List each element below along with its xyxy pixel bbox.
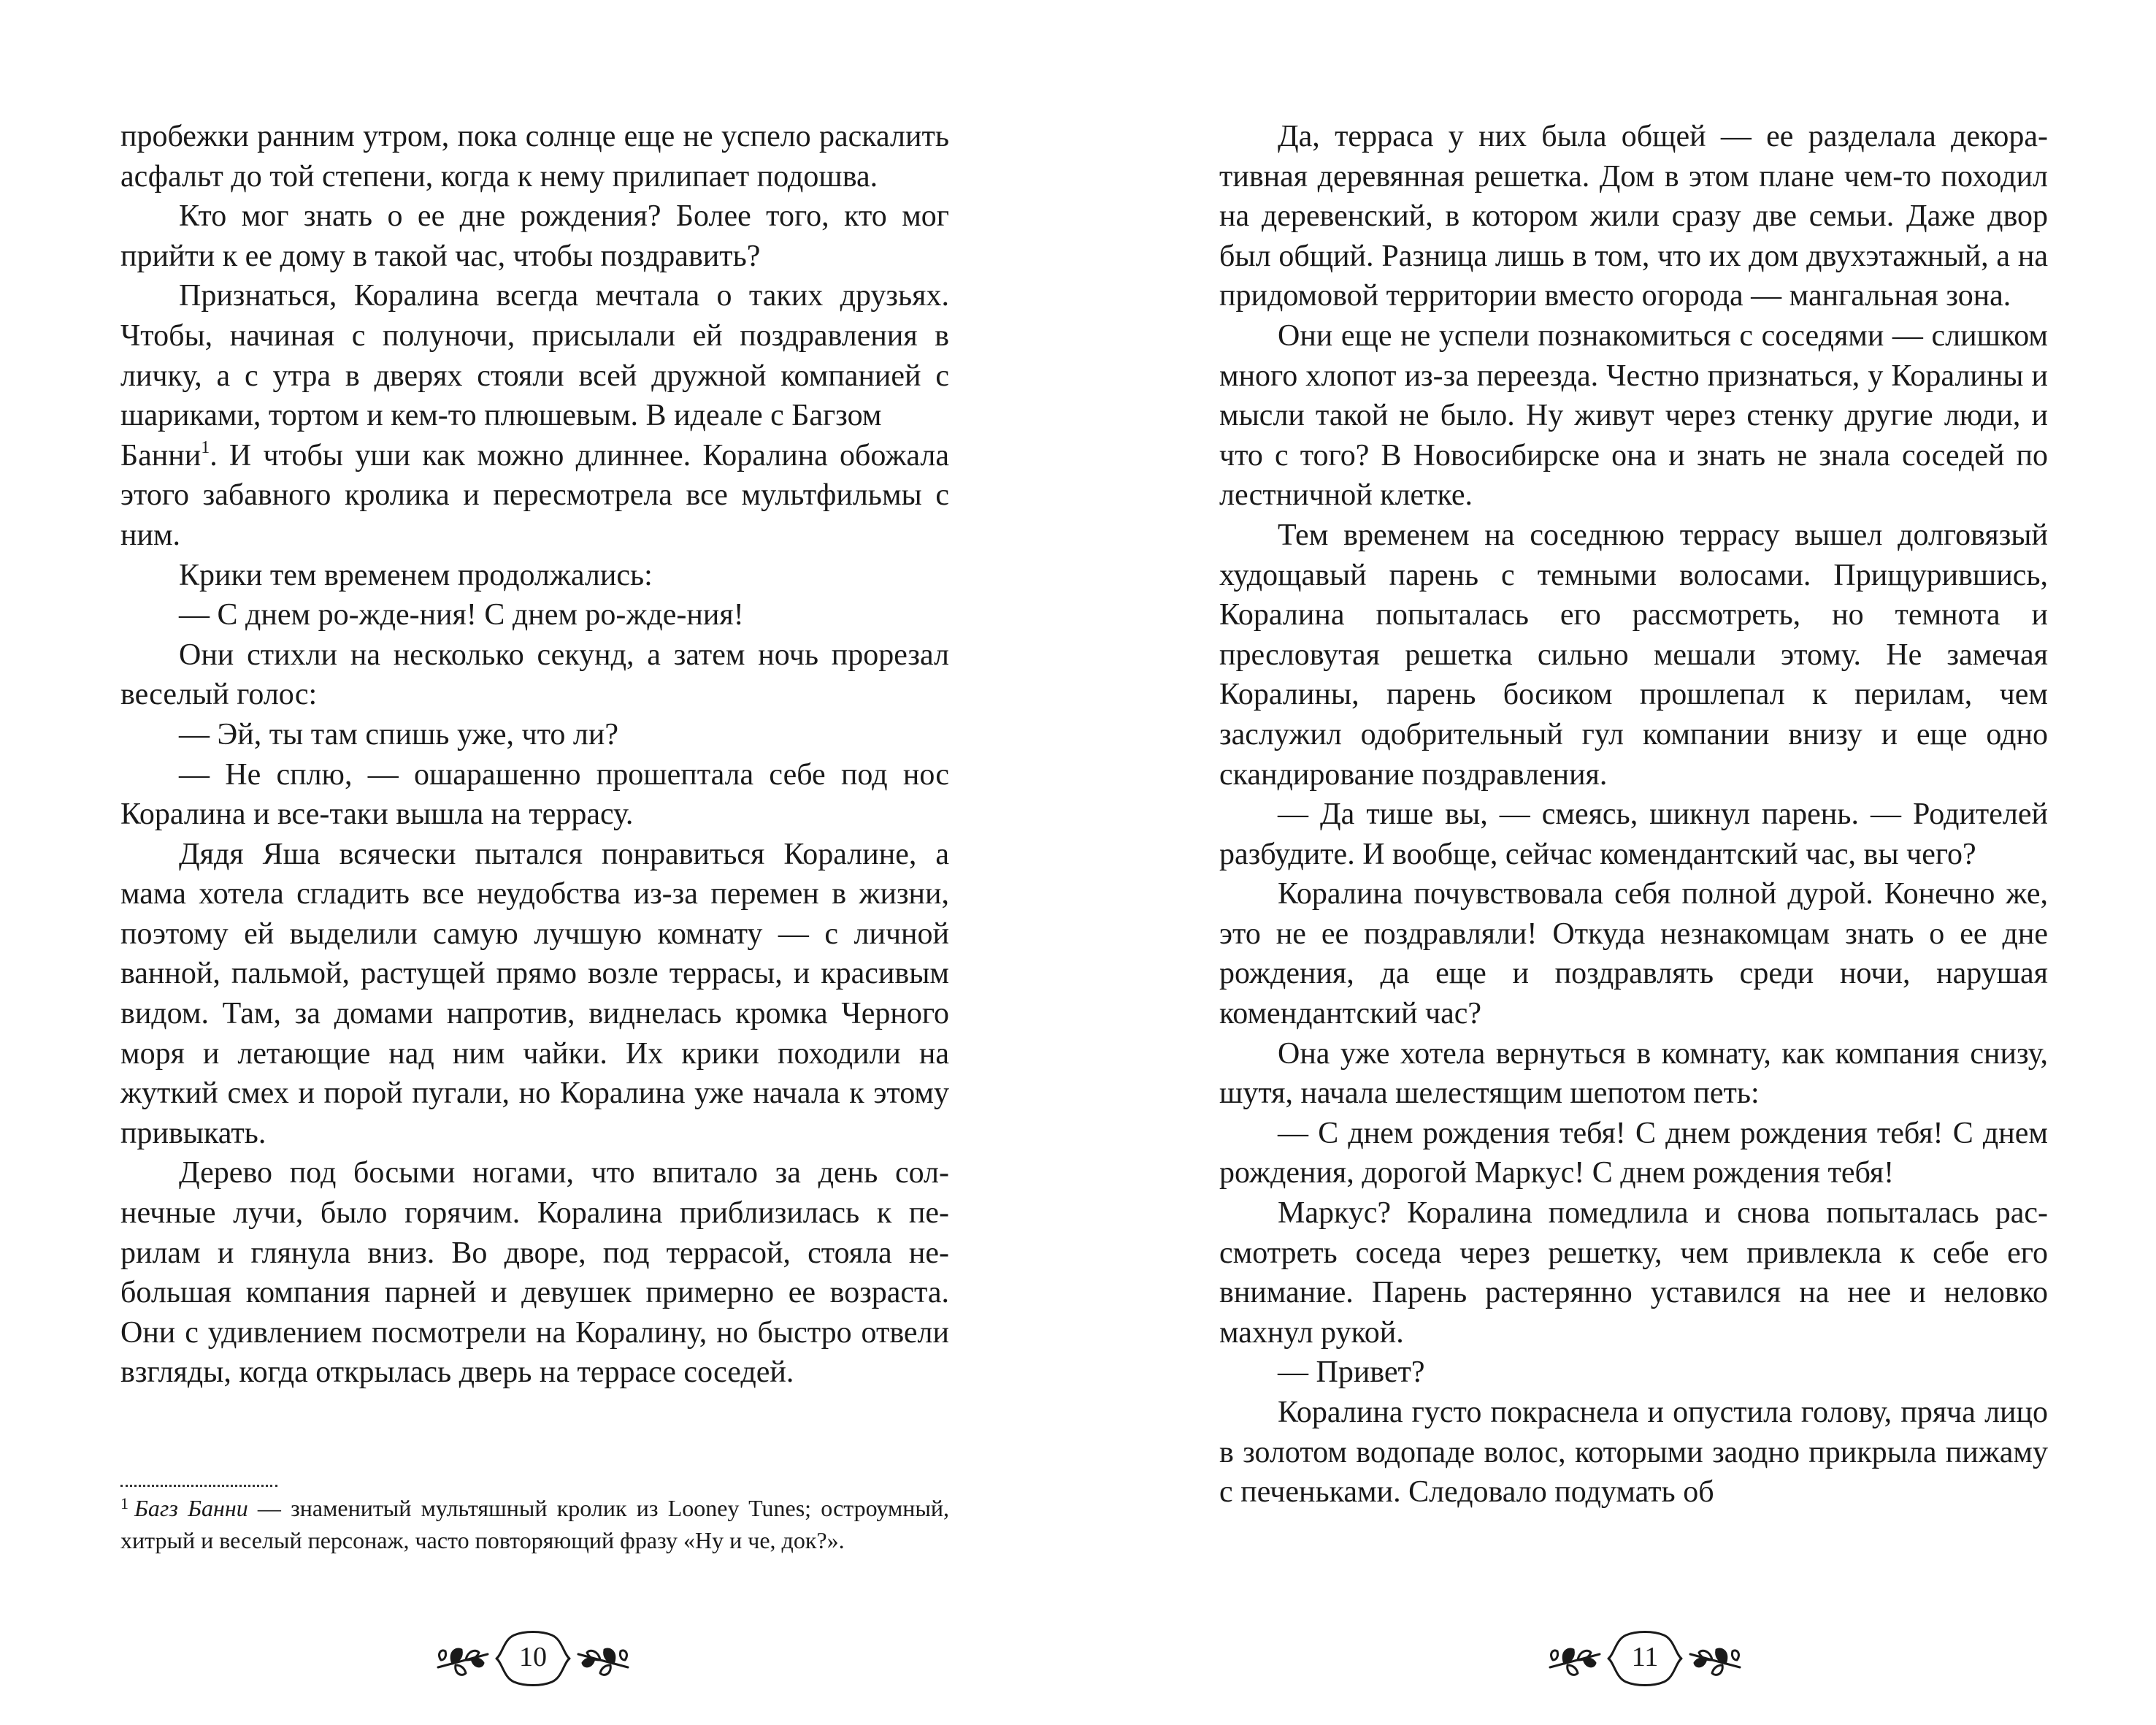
paragraph: Она уже хотела вернуться в комнату, как компания снизу, шутя, начала шелестящим шепотом петь: bbox=[1219, 1036, 2048, 1111]
paragraph: Да, терраса у них была общей — ее разделала декоративная деревянная решетка. Дом в этом плане чем-то походил на деревенский, в котором жили сразу две семьи. Даже двор был общий. Разница лишь в том, что их дом двухэтажный, а на придомовой территории вместо огорода — мангальная зона. bbox=[1219, 120, 2048, 313]
page-number: 11 bbox=[1631, 1642, 1659, 1672]
paragraph bbox=[120, 436, 949, 556]
left-page-body bbox=[120, 117, 949, 1393]
paragraph: Они стихли на несколько секунд, а затем ночь прорезал веселый голос: bbox=[120, 638, 949, 712]
paragraph: Дядя Яша всячески пытался понравиться Коралине, а мама хотела сгладить все неудобства из-за перемен в жизни, поэтому ей выделили самую лучшую комнату — с личной ванной, пальмой, растущей прямо возле террасы, и красивым видом. Там, за домами напротив, виднелась кромка Черного моря и летающие над ним чайки. Их крики походили на жуткий смех и порой пугали, но Коралина уже начала к этому привыкать. bbox=[120, 837, 949, 1150]
dialogue-line: — С днем рождения тебя! С днем рождения тебя! С днем рождения, дорогой Маркус! С днем рождения тебя! bbox=[1219, 1116, 2048, 1190]
footnote-divider bbox=[120, 1485, 277, 1487]
paragraph: пробежки ранним утром, пока солнце еще не успело раскалить асфальт до той степени, когда к нему прилипает подошва. bbox=[120, 120, 949, 194]
right-page-body bbox=[1219, 117, 2048, 1512]
footnote bbox=[120, 1493, 949, 1555]
paragraph: Кто мог знать о ее дне рождения? Более того, кто мог прийти к ее дому в такой час, чтобы поздравить? bbox=[120, 199, 949, 273]
paragraph-continuation: . И чтобы уши как можно длиннее. Коралина обожала этого забавного кролика и пересмотрела все мультфильмы с ним. bbox=[120, 438, 949, 552]
paragraph: Коралина почувствовала себя полной дурой. Конечно же, это не ее поздравляли! Откуда незнакомцам знать о ее дне рождения, да еще и поздравлять среди ночи, нарушая комендантский час? bbox=[1219, 877, 2048, 1031]
dialogue-line: — Не сплю, — ошарашенно прошептала себе под нос Коралина и все-таки вышла на террасу. bbox=[120, 757, 949, 832]
paragraph: Коралина густо покраснела и опустила голову, пряча лицо в золотом водопаде волос, которыми заодно прикрыла пижаму с печеньками. Следовало подумать об bbox=[1219, 1396, 2048, 1510]
footnote-anchor-text: Банни bbox=[120, 438, 202, 473]
footnote-reference[interactable]: 1 bbox=[201, 437, 210, 457]
paragraph: Маркус? Коралина помедлила и снова попыталась рассмотреть соседа через решетку, чем привлекла к себе его внимание. Парень растерянно уставился на нее и неловко махнул рукой. bbox=[1219, 1196, 2048, 1350]
page-number-ornament bbox=[423, 1625, 642, 1691]
page-number-ornament bbox=[1535, 1625, 1754, 1691]
paragraph: Крики тем временем продолжались: bbox=[179, 558, 653, 592]
dialogue-line: — Привет? bbox=[1278, 1355, 1425, 1390]
dialogue-line: — Эй, ты там спишь уже, что ли? bbox=[179, 717, 619, 751]
paragraph: Тем временем на соседнюю террасу вышел долговязый худощавый парень с темными волосами. Прищурившись, Коралина попыталась его рассмотреть, но темнота и пресловутая решетка сильно мешали этому. Не замечая Коралины, парень босиком прошлепал к перилам, чем заслужил одобрительный гул компании внизу и еще одно скандирование поздравления. bbox=[1219, 518, 2048, 792]
dialogue-line: — С днем ро-жде-ния! С днем ро-жде-ния! bbox=[179, 598, 744, 632]
paragraph: Они еще не успели познакомиться с соседями — слишком много хлопот из-за переезда. Честно признаться, у Коралины и мысли такой не было. Ну живут через стенку другие люди, и что с того? В Новосибирске она и знать не знала соседей по лестничной клетке. bbox=[1219, 318, 2048, 513]
dialogue-line: — Да тише вы, — смеясь, шикнул парень. — Родителей разбудите. И вообще, сейчас комендантский час, вы чего? bbox=[1219, 798, 2048, 871]
footnote-mark: 1 bbox=[120, 1494, 128, 1512]
page-number: 10 bbox=[519, 1642, 547, 1672]
paragraph: Признаться, Коралина всегда мечтала о таких друзьях. Чтобы, начиная с полуночи, присылали ей поздравления в личку, а с утра в дверях стояли всей дружной компанией с шариками, тортом и кем-то плюшевым. В идеале с Багзом bbox=[120, 279, 949, 433]
paragraph: Дерево под босыми ногами, что впитало за день солнечные лучи, было горячим. Коралина приблизилась к перилам и глянула вниз. Во дворе, под террасой, стояла небольшая компания парней и девушек примерно ее возраста. Они с удивлением посмотрели на Коралину, но быстро отвели взгляды, когда открылась дверь на террасе соседей. bbox=[120, 1156, 949, 1390]
footnote-text: — знаменитый мультяшный кролик из Looney Tunes; остроумный, хитрый и веселый персонаж, часто повторяющий фразу «Ну и че, док?». bbox=[120, 1495, 950, 1553]
footnote-term: Багз Банни bbox=[134, 1495, 248, 1521]
right-page bbox=[1078, 0, 2156, 1725]
